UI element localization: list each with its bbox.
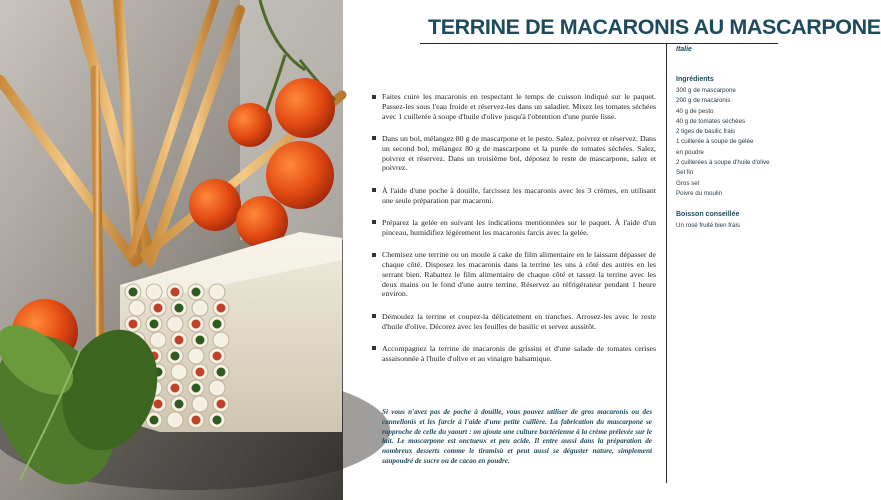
- macaroni-filling: [196, 400, 205, 409]
- macaroni-filling: [192, 384, 201, 393]
- step-text: Chemisez une terrine ou un moule à cake de film alimentaire en le laissant dépasser de chaque côté. Disposez les macaronis dans la terrine les uns à côté des autres en les serrant bien. Rabattez le film alimentaire de chaque côté et tassez la terrine avec les deux mains ou le fond d'une autre terrine. Réservez au réfrigérateur pendant 1 heure environ.: [382, 250, 656, 299]
- macaroni-filling: [213, 352, 222, 361]
- macaroni-filling: [192, 288, 201, 297]
- bullet-icon: [372, 220, 376, 224]
- bullet-icon: [372, 314, 376, 318]
- macaroni-filling: [129, 320, 138, 329]
- macaroni-filling: [171, 416, 180, 425]
- ingredient-item: en poudre: [676, 148, 704, 156]
- macaroni-filling: [150, 288, 159, 297]
- recipe-photo: [0, 0, 343, 500]
- terrine-illustration: [0, 0, 343, 500]
- bullet-icon: [372, 136, 376, 140]
- recipe-title: TERRINE DE MACARONIS AU MASCARPONE: [428, 15, 881, 39]
- step-text: Accompagnez la terrine de macaronis de grissini et d'une salade de tomates cerises assaisonnée à l'huile d'olive et au vinaigre balsamique.: [382, 343, 656, 363]
- macaroni-filling: [150, 320, 159, 329]
- macaroni-filling: [129, 288, 138, 297]
- macaroni-filling: [150, 416, 159, 425]
- step-text: Dans un bol, mélangez 80 g de mascarpone et le pesto. Salez, poivrez et réservez. Dans un second bol, mélangez 80 g de mascarpone et la purée de tomates séchées. Salez, poivrez et réservez. Dans un troisième bol, déposez le reste de mascarpone, salez et poivrez.: [382, 133, 656, 173]
- recipe-tip: Si vous n'avez pas de poche à douille, vous pouvez utiliser de gros macaronis ou des cannellonis et les farcir à l'aide d'une petite cuillère. La fabrication du mascarpone se rapproche de celle du yaourt : on ajoute une culture bactérienne à la crème prélevée sur le lait. Le mascarpone est onctueux et peu acide. Il entre aussi dans la préparation de nombreux desserts comme le tiramisù et peut aussi se déguster nature, simplement saupoudré de sucre ou de cacao en poudre.: [382, 408, 652, 465]
- macaroni-filling: [133, 304, 142, 313]
- macaroni-filling: [171, 384, 180, 393]
- drink-heading: Boisson conseillée: [676, 211, 740, 219]
- macaroni-filling: [154, 304, 163, 313]
- column-divider: [666, 43, 667, 483]
- macaroni-filling: [192, 320, 201, 329]
- macaroni-filling: [154, 336, 163, 345]
- macaroni-filling: [217, 400, 226, 409]
- macaroni-filling: [196, 336, 205, 345]
- ingredients-sidebar: [676, 76, 794, 232]
- step-text: À l'aide d'une poche à douille, farcissez les macaronis avec les 3 crèmes, en utilisant une seule préparation par macaroni.: [382, 185, 656, 205]
- macaroni-filling: [154, 400, 163, 409]
- macaroni-filling: [213, 320, 222, 329]
- ingredients-heading: Ingrédients: [676, 76, 714, 83]
- step-item: [372, 218, 656, 238]
- macaroni-filling: [213, 288, 222, 297]
- macaroni-filling: [217, 336, 226, 345]
- bullet-icon: [372, 188, 376, 192]
- macaroni-filling: [192, 416, 201, 425]
- macaroni-filling: [192, 352, 201, 361]
- step-text: Faites cuire les macaronis en respectant le temps de cuisson indiqué sur le paquet. Passez-les sous l'eau froide et réservez-les dans un saladier. Mixez les tomates séchées avec 1 cuillerée à soupe d'huile d'olive jusqu'à l'obtention d'une purée lisse.: [382, 92, 656, 121]
- step-item: [372, 344, 656, 364]
- ingredient-item: Gros sel: [676, 179, 700, 187]
- ingredient-item: Sel fin: [676, 169, 694, 177]
- macaroni-filling: [213, 384, 222, 393]
- macaroni-filling: [196, 304, 205, 313]
- step-item: [372, 186, 656, 206]
- step-item: [372, 134, 656, 173]
- step-item: [372, 250, 656, 299]
- ingredient-item: 2 cuillerées à soupe d'huile d'olive: [676, 159, 770, 167]
- step-item: [372, 92, 656, 121]
- title-divider: [420, 43, 778, 44]
- macaroni-filling: [217, 368, 226, 377]
- drink-suggestion: Un rosé fruité bien frais: [676, 222, 740, 230]
- bullet-icon: [372, 346, 376, 350]
- ingredient-item: 40 g de pesto: [676, 107, 714, 115]
- macaroni-filling: [196, 368, 205, 377]
- step-text: Démoulez la terrine et coupez-la délicatement en tranches. Arrosez-les avec le reste d'huile d'olive. Décorez avec les feuilles de basilic et servez aussitôt.: [382, 311, 656, 331]
- preparation-steps: [372, 92, 656, 376]
- macaroni-filling: [171, 352, 180, 361]
- ingredient-item: 300 g de mascarpone: [676, 87, 736, 94]
- macaroni-filling: [213, 416, 222, 425]
- macaroni-filling: [171, 288, 180, 297]
- macaroni-filling: [171, 320, 180, 329]
- step-text: Préparez la gelée en suivant les indications mentionnées sur le paquet. À l'aide d'un pinceau, humidifiez légèrement les macaronis farcis avec la gelée.: [382, 217, 656, 237]
- macaroni-filling: [175, 304, 184, 313]
- ingredient-item: 1 cuillerée à soupe de gelée: [676, 138, 754, 146]
- macaroni-filling: [217, 304, 226, 313]
- ingredient-item: 200 g de macaronis: [676, 97, 731, 105]
- macaroni-filling: [175, 400, 184, 409]
- macaroni-filling: [175, 336, 184, 345]
- macaroni-filling: [175, 368, 184, 377]
- ingredient-item: Poivre du moulin: [676, 189, 723, 197]
- ingredient-item: 40 g de tomates séchées: [676, 117, 746, 125]
- recipe-origin: Italie: [676, 46, 692, 53]
- ingredients-list: [676, 86, 794, 199]
- bullet-icon: [372, 253, 376, 257]
- step-item: [372, 312, 656, 332]
- bullet-icon: [372, 95, 376, 99]
- ingredient-item: 2 tiges de basilic frais: [676, 128, 736, 136]
